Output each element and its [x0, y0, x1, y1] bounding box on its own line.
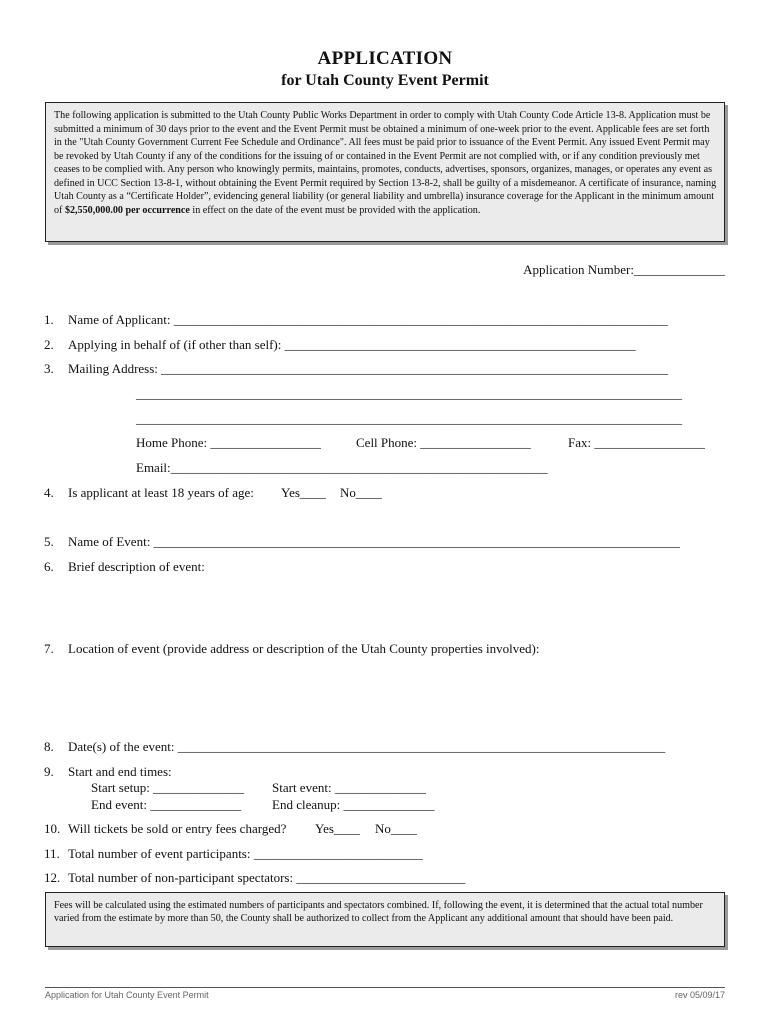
times-label: Start and end times:	[68, 764, 172, 779]
q2-number: 2.	[44, 337, 54, 352]
event-dates-field[interactable]: Date(s) of the event: ___________________________________________________________________________	[68, 739, 666, 754]
q11-number: 11.	[44, 846, 60, 861]
event-location-area[interactable]	[68, 660, 725, 736]
fee-note-text: Fees will be calculated using the estimated numbers of participants and spectators combined. If, following the event, it is determined that the actual total number varied from the estimate by more than 50, the County shall be authorized to collect from the Applicant any additional amount that should have been paid.	[54, 900, 703, 925]
q8-number: 8.	[44, 739, 54, 754]
email-field[interactable]: Email:__________________________________________________________	[136, 460, 548, 475]
fax-field[interactable]: Fax: _________________	[568, 435, 705, 450]
participants-field[interactable]: Total number of event participants: __________________________	[68, 846, 423, 861]
q7-number: 7.	[44, 641, 54, 656]
home-phone-field[interactable]: Home Phone: _________________	[136, 435, 321, 450]
start-setup-field[interactable]: Start setup: ______________	[91, 780, 245, 795]
q5-number: 5.	[44, 534, 54, 549]
age-no-field[interactable]: No____	[340, 485, 382, 500]
q4-number: 4.	[44, 485, 54, 500]
q3-number: 3.	[44, 361, 54, 376]
intro-text: The following application is submitted to the Utah County Public Works Department in order to comply with Utah County Code Article 13-8. Application must be submitted a minimum of 30 days prior to the event and the Event Permit must be obtained a minimum of one-week prior to the event. Applicable fees are set forth in the "Utah County Government Current Fee Schedule and Ordinance". All fees must be paid prior to issuance of the Event Permit. Any issued Event Permit may be revoked by Utah County if any of the conditions for the issuing of or contained in the Event Permit are not complied with, or if any condition previously met ceases to be complied with. Any person who knowingly permits, maintains, promotes, conducts, advertises, sponsors, organizes, manages, or operates any event as defined in UCC Section 13-8-1, without obtaining the Event Permit required by Section 13-8-2, shall be guilty of a misdemeanor. A certificate of insurance, naming Utah County as a “Certificate Holder”, evidencing general liability (or general liability and umbrella) insurance coverage for the Applicant in the minimum amount of	[54, 110, 717, 216]
footer-revision: rev 05/09/17	[674, 990, 725, 1000]
event-name-field[interactable]: Name of Event: _________________________________________________________________________________	[68, 534, 681, 549]
end-cleanup-field[interactable]: End cleanup: ______________	[272, 797, 435, 812]
end-event-field[interactable]: End event: ______________	[91, 797, 242, 812]
age-yes-field[interactable]: Yes____	[281, 485, 326, 500]
tickets-question: Will tickets be sold or entry fees charged?	[68, 821, 287, 836]
mailing-address-line-3[interactable]: ____________________________________________________________________________________	[136, 411, 682, 426]
applicant-name-field[interactable]: Name of Applicant: ____________________________________________________________________________	[68, 312, 668, 327]
footer-title: Application for Utah County Event Permit	[45, 990, 209, 1000]
tickets-no-field[interactable]: No____	[375, 821, 417, 836]
q12-number: 12.	[44, 870, 61, 885]
q1-number: 1.	[44, 312, 54, 327]
mailing-address-line-2[interactable]: ____________________________________________________________________________________	[136, 386, 682, 401]
behalf-of-field[interactable]: Applying in behalf of (if other than self): ______________________________________________________	[68, 337, 636, 352]
start-event-field[interactable]: Start event: ______________	[272, 780, 426, 795]
mailing-address-field[interactable]: Mailing Address: ______________________________________________________________________________	[68, 361, 669, 376]
spectators-field[interactable]: Total number of non-participant spectators: __________________________	[68, 870, 466, 885]
event-description-area[interactable]	[68, 578, 725, 634]
cell-phone-field[interactable]: Cell Phone: _________________	[356, 435, 531, 450]
tickets-yes-field[interactable]: Yes____	[315, 821, 360, 836]
q9-number: 9.	[44, 764, 54, 779]
age-question: Is applicant at least 18 years of age:	[68, 485, 254, 500]
event-description-label: Brief description of event:	[68, 559, 205, 574]
event-location-label: Location of event (provide address or description of the Utah County properties involved):	[68, 641, 540, 656]
form-title: APPLICATION	[317, 48, 453, 69]
footer-divider	[45, 987, 725, 988]
intro-notice-box	[45, 102, 725, 242]
application-number-field[interactable]: Application Number:______________	[523, 262, 725, 277]
fee-note-box	[45, 892, 725, 947]
form-subtitle: for Utah County Event Permit	[281, 72, 489, 89]
insurance-amount: $2,550,000.00 per occurrence	[64, 204, 190, 216]
intro-text-end: in effect on the date of the event must be provided with the application.	[189, 204, 481, 216]
q6-number: 6.	[44, 559, 54, 574]
q10-number: 10.	[44, 821, 61, 836]
